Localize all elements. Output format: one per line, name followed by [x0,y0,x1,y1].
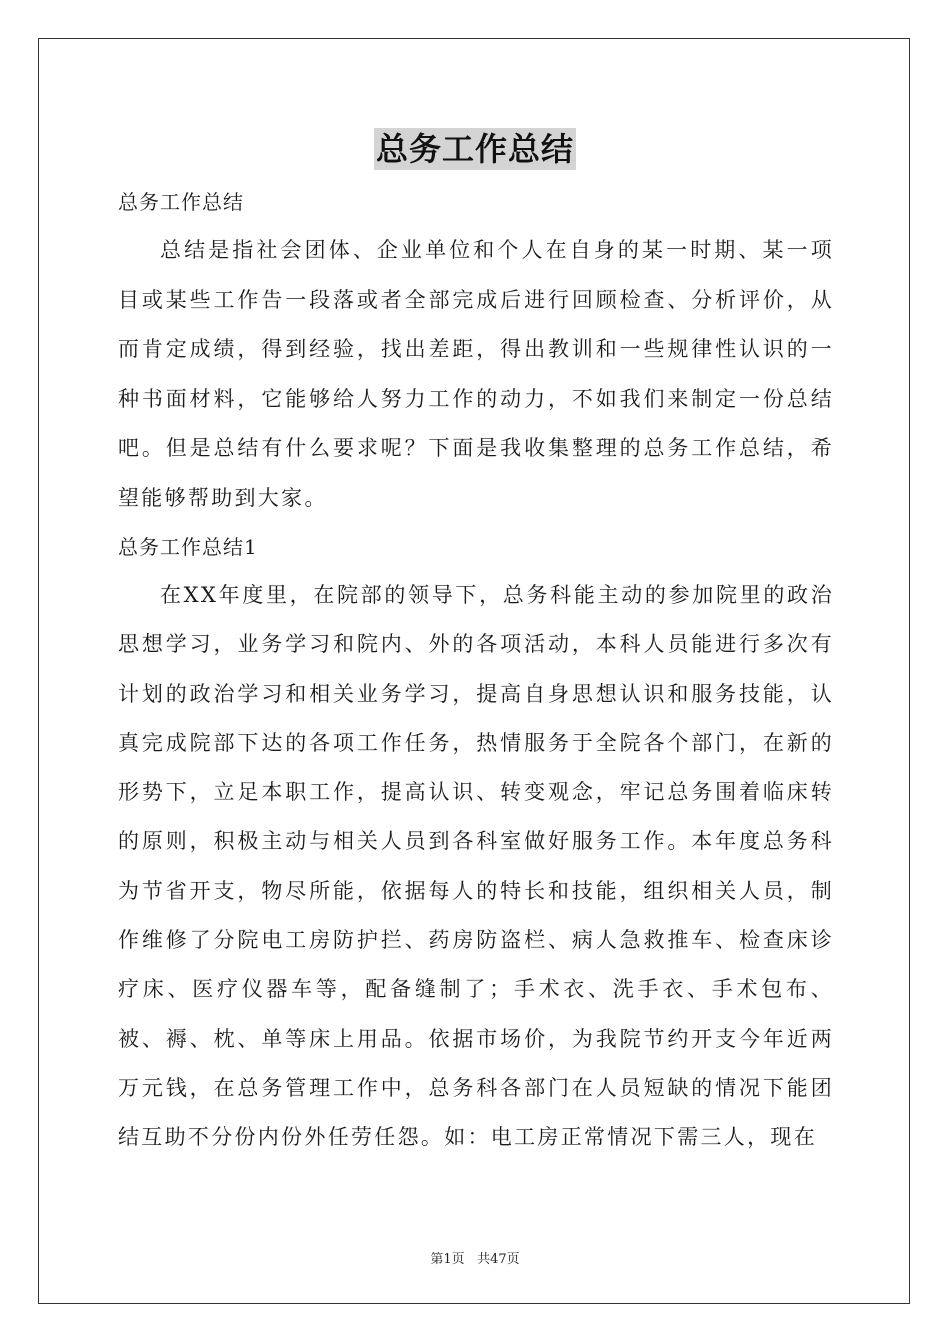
page-number: 第1页 [430,1252,465,1267]
intro-paragraph: 总结是指社会团体、企业单位和个人在自身的某一时期、某一项目或某些工作告一段落或者全部完成后进行回顾检查、分析评价，从而肯定成绩，得到经验，找出差距，得出教训和一些规律性认识的一种书面材料，它能够给人努力工作的动力，不如我们来制定一份总结吧。但是总结有什么要求呢？下面是我收集整理的总务工作总结，希望能够帮助到大家。 [118,238,834,510]
document-title: 总务工作总结 [375,130,574,168]
title-container [0,128,950,170]
section1-paragraph: 在XX年度里，在院部的领导下，总务科能主动的参加院里的政治思想学习，业务学习和院内、外的各项活动，本科人员能进行多次有计划的政治学习和相关业务学习，提高自身思想认识和服务技能，认真完成院部下达的各项工作任务，热情服务于全院各个部门，在新的形势下，立足本职工作，提高认识、转变观念，牢记总务围着临床转的原则，积极主动与相关人员到各科室做好服务工作。本年度总务科为节省开支，物尽所能，依据每人的特长和技能，组织相关人员，制作维修了分院电工房防护拦、药房防盗栏、病人急救推车、检查床诊疗床、医疗仪器车等，配备缝制了；手术衣、洗手衣、手术包布、被、褥、枕、单等床上用品。依据市场价，为我院节约开支今年近两万元钱，在总务管理工作中，总务科各部门在人员短缺的情况下能团结互助不分份内份外任劳任怨。如：电工房正常情况下需三人，现在 [118,583,834,1150]
section1-heading: 总务工作总结1 [118,535,258,559]
intro-heading: 总务工作总结 [118,190,244,214]
total-pages: 共47页 [477,1252,520,1267]
page-footer [0,1248,950,1267]
document-body [118,178,834,1163]
